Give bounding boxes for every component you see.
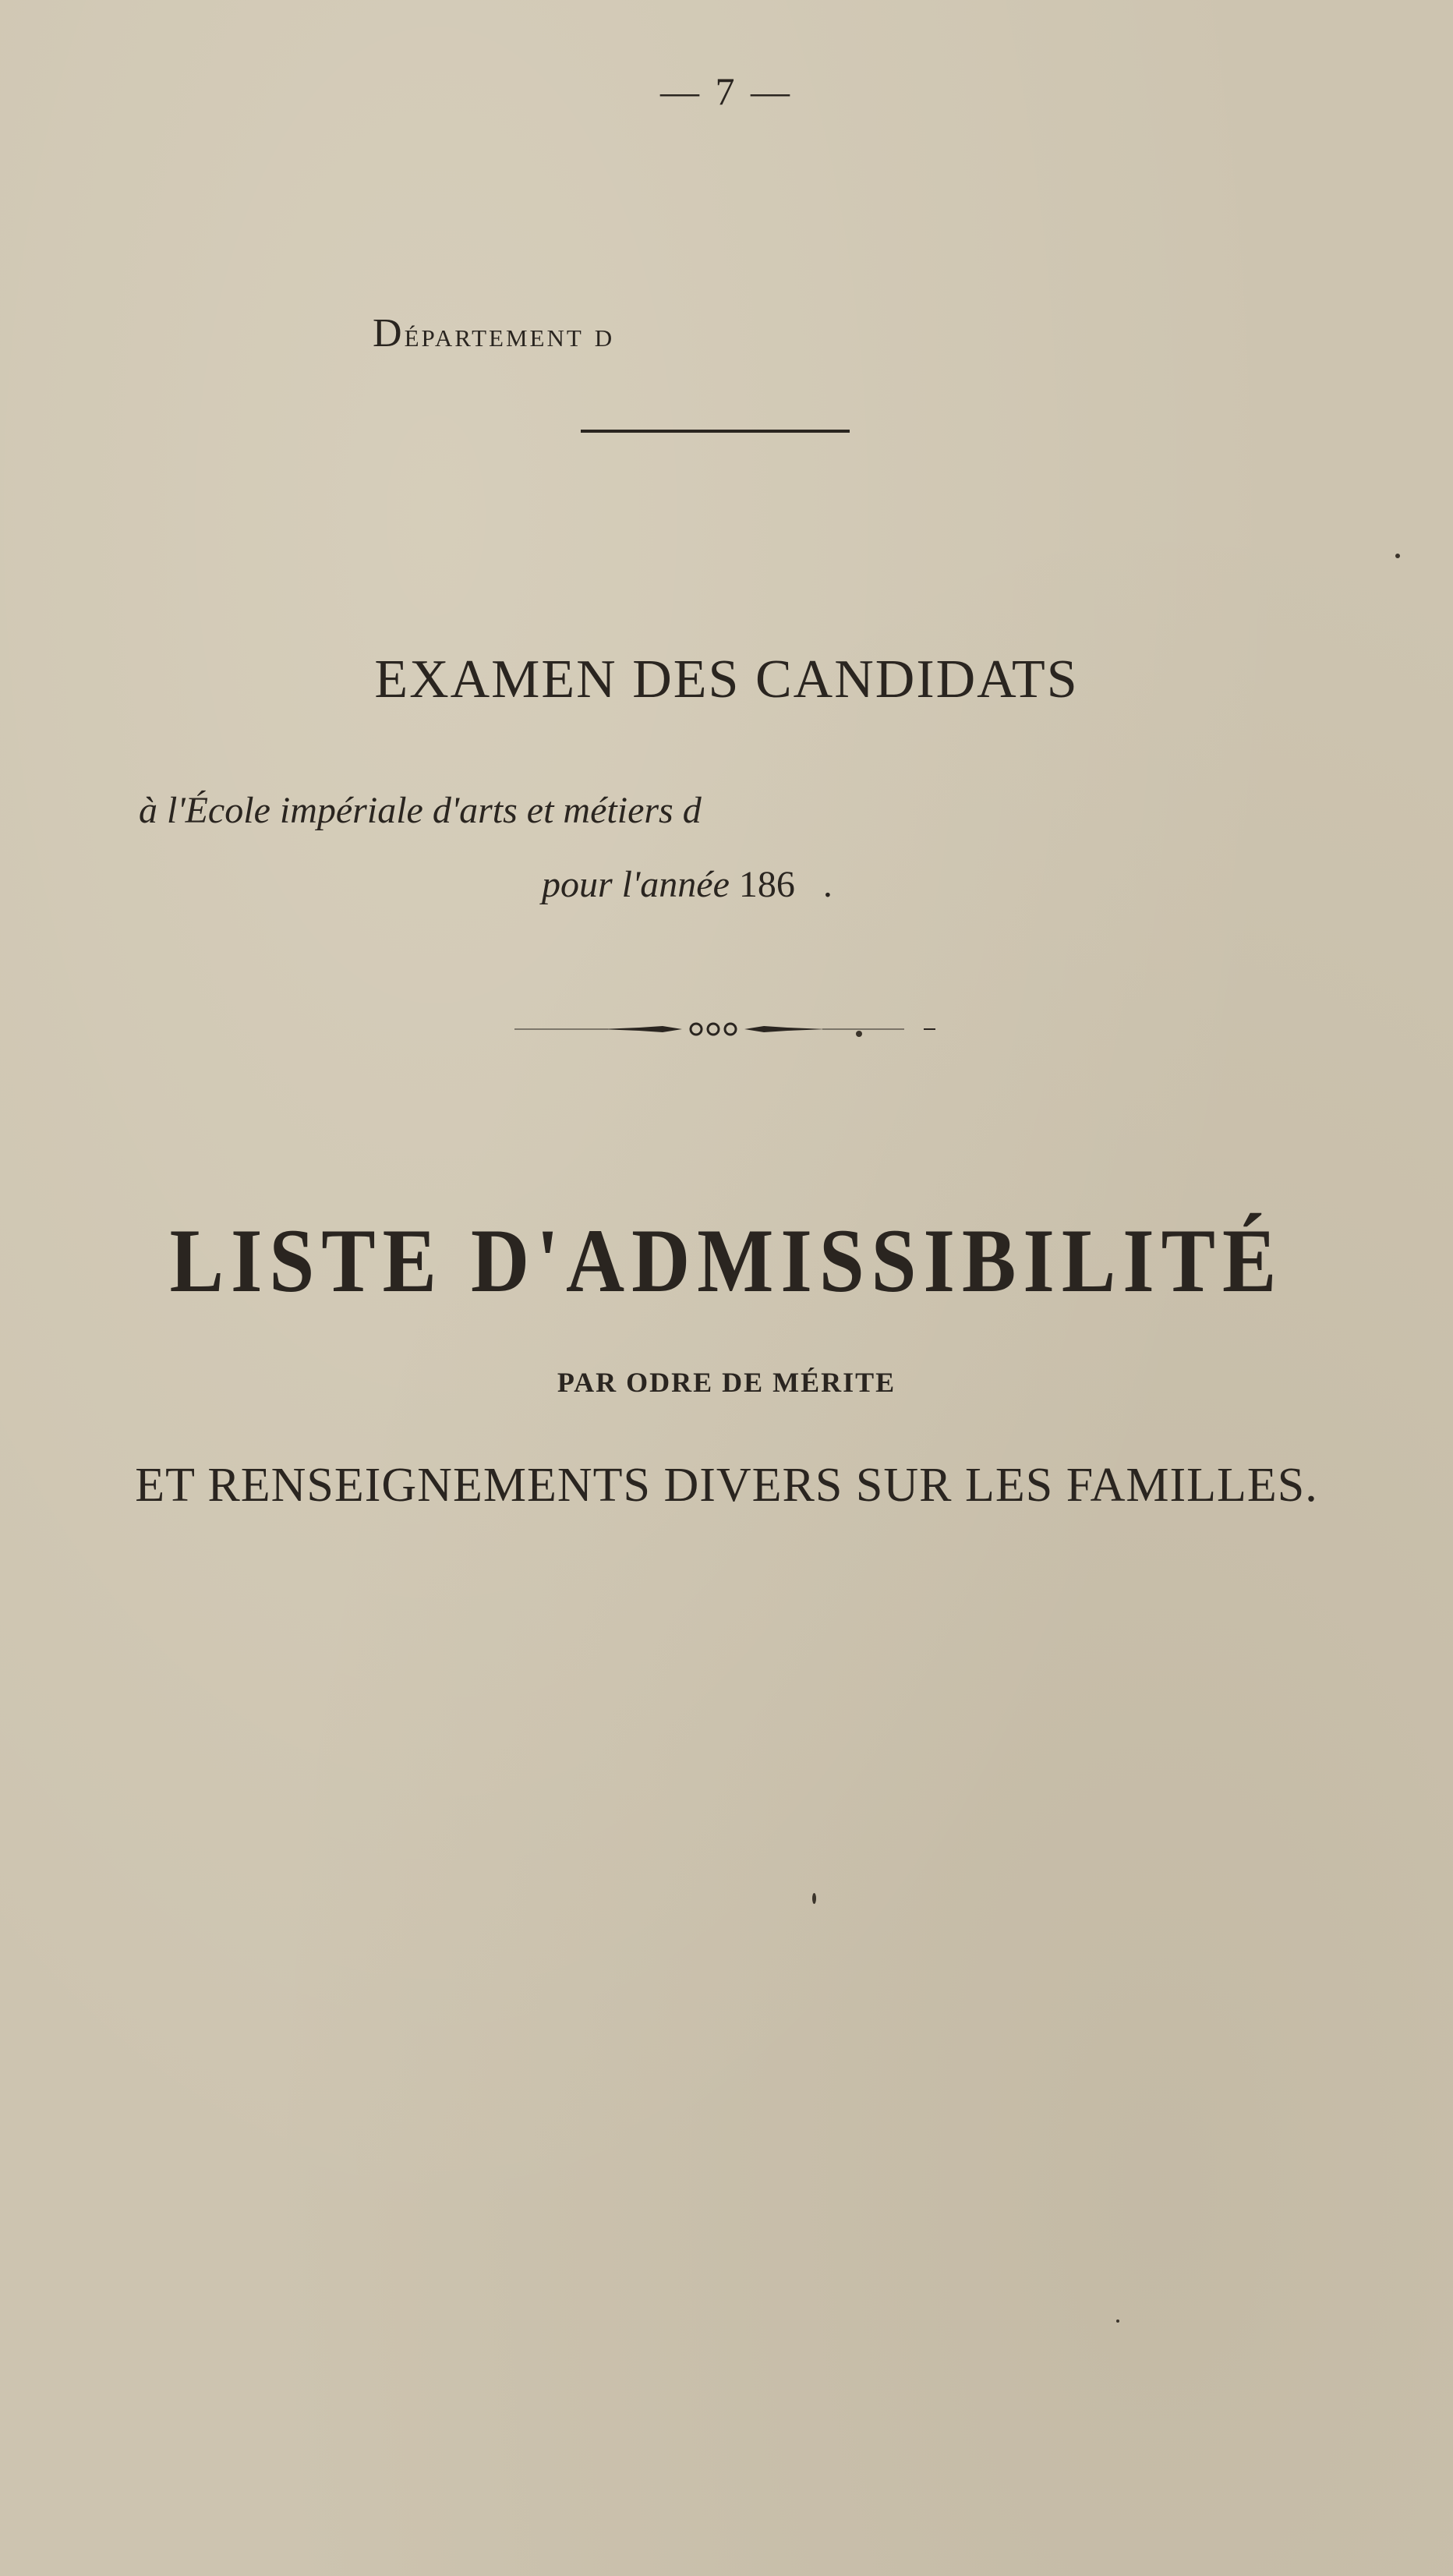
year-suffix: . [822, 864, 833, 905]
paper-speck [1116, 2319, 1119, 2323]
page-number: — 7 — [660, 69, 793, 113]
department-initial: D [373, 311, 405, 356]
paper-speck [856, 1031, 862, 1037]
department-label: épartement [404, 316, 584, 354]
scroll-divider-ornament-icon [514, 1012, 951, 1043]
exam-title: EXAMEN DES CANDIDATS [374, 649, 1079, 709]
info-line: ET RENSEIGNEMENTS DIVERS SUR LES FAMILLES. [135, 1459, 1318, 1512]
department-suffix: d [594, 316, 615, 354]
main-title: LISTE D'ADMISSIBILITÉ [169, 1211, 1284, 1311]
year-value: 186 [738, 864, 795, 905]
year-line [542, 863, 833, 906]
paper-speck [812, 1893, 816, 1904]
paper-speck [1395, 554, 1400, 558]
school-line: à l'École impériale d'arts et métiers d [139, 790, 702, 831]
year-prefix: pour l'année [542, 864, 730, 905]
department-heading [373, 310, 614, 356]
department-rule [581, 430, 850, 433]
subtitle: PAR ODRE DE MÉRITE [557, 1367, 896, 1398]
